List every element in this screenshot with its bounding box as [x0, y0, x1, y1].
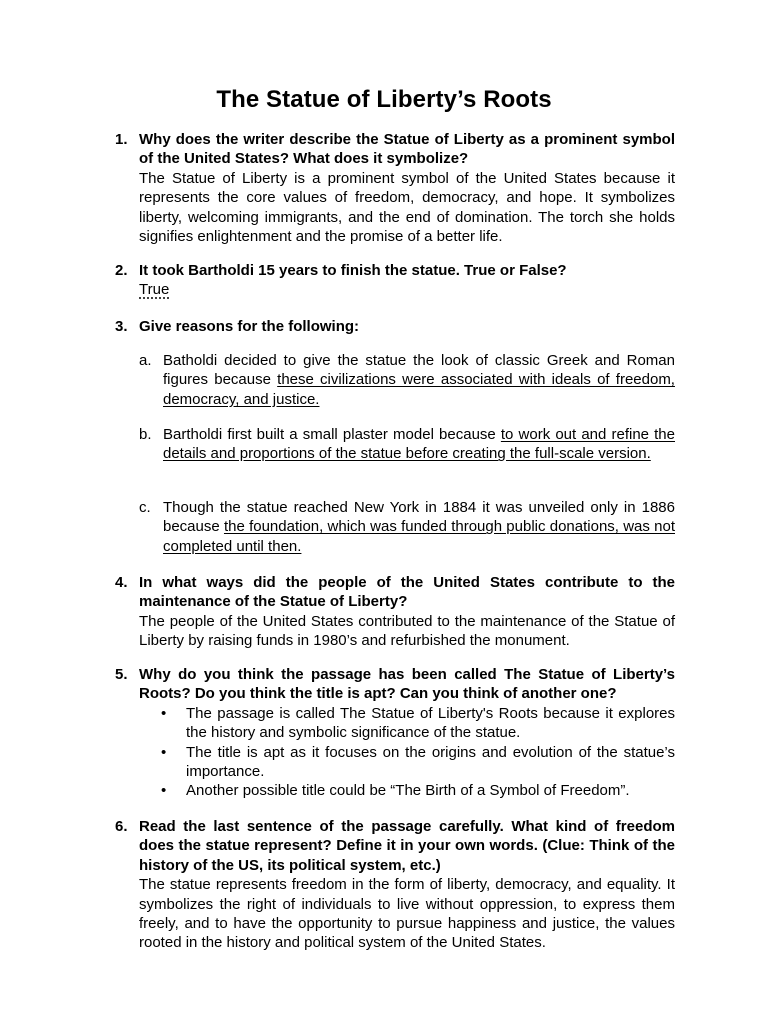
question-text: Read the last sentence of the passage carefully. What kind of freedom does the statue represent? Define it in your own words. (Clue: Think of the history of the US, its political system, etc.): [139, 818, 675, 874]
bullet-list: [139, 704, 675, 801]
question-number: 3.: [115, 318, 128, 335]
question-number: 5.: [115, 666, 128, 683]
answer-text: The statue represents freedom in the form of liberty, democracy, and equality. It symbolizes the right of individuals to live without oppression, to express them freely, and to have the opportunity to pursue happiness and justice, the values rooted in the history and political system of the United States.: [139, 876, 675, 952]
sub-question-label: c.: [139, 499, 151, 516]
list-item: [139, 781, 675, 800]
page-title: The Statue of Liberty’s Roots: [216, 86, 552, 113]
sub-question-label: a.: [139, 352, 152, 369]
answer-text: The people of the United States contributed to the maintenance of the Statue of Liberty by raising funds in 1980’s and refurbished the monument.: [139, 612, 675, 650]
list-item: [139, 743, 675, 782]
question-number: 1.: [115, 131, 128, 148]
bullet-icon: •: [161, 743, 167, 761]
sub-question-answer: these civilizations were associated with ideals of freedom, democracy, and justice.: [163, 371, 675, 408]
question-text: In what ways did the people of the United States contribute to the maintenance of the Statue of Liberty?: [139, 574, 675, 611]
answer-text: The Statue of Liberty is a prominent symbol of the United States because it represents the core values of freedom, democracy, and hope. It symbolizes liberty, welcoming immigrants, and the end of domination. The torch she holds signifies enlightenment and the promise of a better life.: [139, 169, 675, 246]
question-5: [115, 665, 675, 801]
question-2: [115, 261, 675, 300]
sub-question-prompt: Bartholdi first built a small plaster model because: [163, 426, 501, 443]
bullet-icon: •: [161, 782, 167, 800]
sub-question-a: [139, 351, 675, 409]
question-text: It took Bartholdi 15 years to finish the statue. True or False?: [139, 262, 567, 279]
question-4: [115, 573, 675, 651]
question-number: 4.: [115, 574, 128, 591]
bullet-text: The title is apt as it focuses on the origins and evolution of the statue’s importance.: [186, 743, 675, 781]
bullet-icon: •: [161, 704, 167, 722]
bullet-text: The passage is called The Statue of Liberty's Roots because it explores the history and symbolic significance of the statue.: [186, 704, 675, 742]
sub-question-label: b.: [139, 426, 152, 443]
sub-question-answer: the foundation, which was funded through public donations, was not completed until then.: [163, 518, 675, 555]
question-text: Give reasons for the following:: [139, 318, 360, 335]
sub-question-c: [139, 498, 675, 556]
answer-text: True: [139, 281, 170, 299]
question-6: [115, 817, 675, 953]
sub-question-prompt: Batholdi decided to give the statue the look of classic Greek and Roman figures because: [163, 352, 675, 389]
bullet-text: Another possible title could be “The Birth of a Symbol of Freedom”.: [186, 782, 630, 800]
question-number: 6.: [115, 818, 128, 835]
question-text: Why do you think the passage has been called The Statue of Liberty’s Roots? Do you think the title is apt? Can you think of another one?: [139, 666, 675, 703]
sub-question-answer: to work out and refine the details and proportions of the statue before creating the full-scale version.: [163, 426, 675, 463]
question-text: Why does the writer describe the Statue of Liberty as a prominent symbol of the United States? What does it symbolize?: [139, 131, 675, 168]
question-3: [115, 317, 675, 336]
sub-question-b: [139, 425, 675, 464]
list-item: [139, 704, 675, 743]
sub-question-prompt: Though the statue reached New York in 1884 it was unveiled only in 1886 because: [163, 499, 675, 536]
question-1: [115, 130, 675, 246]
question-number: 2.: [115, 262, 128, 279]
